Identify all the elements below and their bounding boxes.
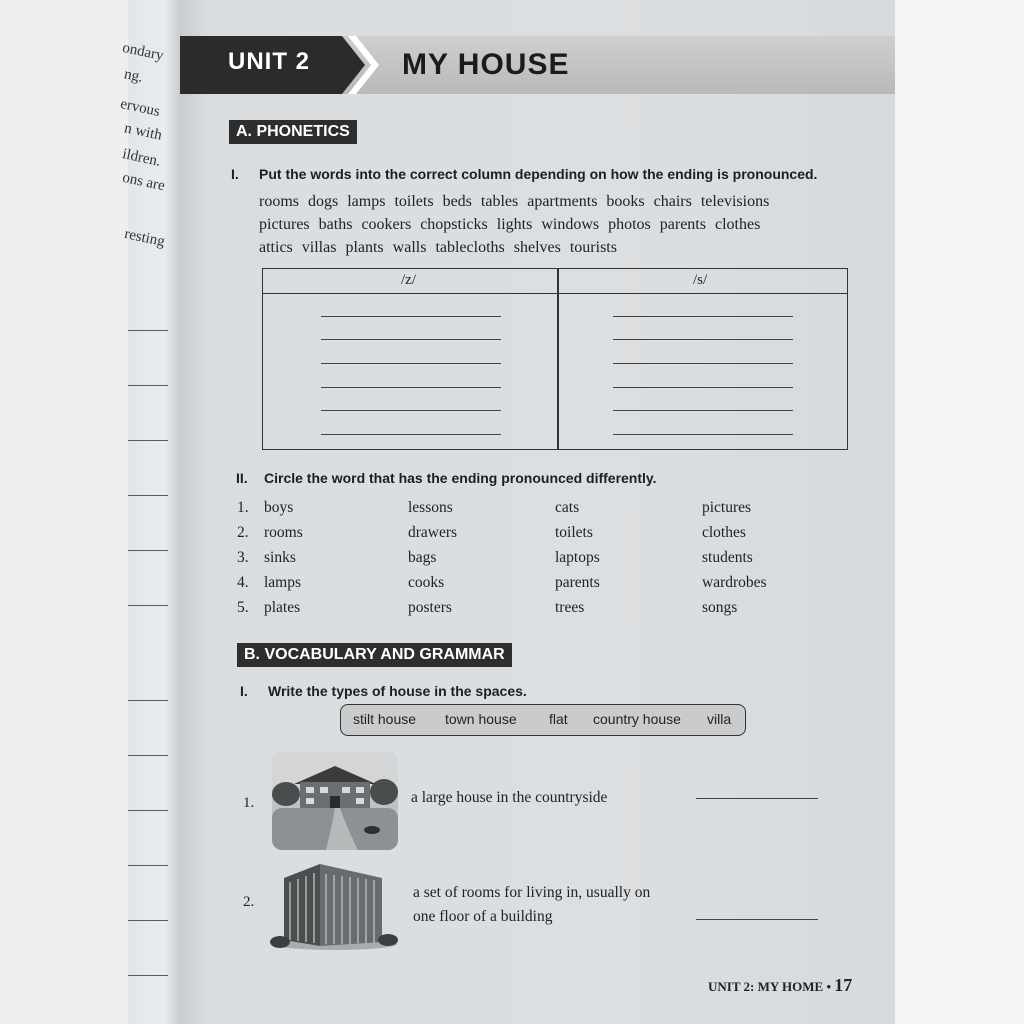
word: tables [480, 193, 519, 210]
previous-page-rule [128, 605, 168, 606]
previous-page-rule [128, 920, 168, 921]
item-number: 1. [243, 795, 255, 811]
answer-blank[interactable] [696, 798, 818, 799]
option-word[interactable]: pictures [702, 499, 752, 516]
word: attics [259, 239, 293, 256]
option-word[interactable]: lamps [264, 574, 302, 591]
word: photos [608, 216, 651, 233]
previous-page-text: ng. [122, 66, 145, 86]
answer-blank-s[interactable] [613, 316, 793, 317]
row-number: 3. [237, 549, 249, 566]
word: rooms [259, 193, 299, 210]
page-footer [708, 975, 852, 996]
previous-page-text: ons are [120, 169, 167, 195]
option-word[interactable]: trees [555, 599, 585, 616]
section-a-heading: A. PHONETICS [229, 120, 357, 144]
word-list-line [259, 239, 626, 257]
word-list-line [259, 216, 769, 234]
word: toilets [394, 193, 434, 210]
word-box-item: stilt house [353, 711, 417, 727]
word-box-item: country house [593, 711, 681, 727]
option-word[interactable]: clothes [702, 524, 746, 541]
option-word[interactable]: rooms [264, 524, 303, 541]
footer-bullet: • [826, 979, 832, 994]
answer-blank-z[interactable] [321, 387, 501, 388]
answer-blank-s[interactable] [613, 363, 793, 364]
option-word[interactable]: drawers [408, 524, 458, 541]
word: clothes [714, 216, 761, 233]
column-header-s: /s/ [693, 272, 708, 288]
word-box-item: flat [549, 711, 568, 727]
option-word[interactable]: parents [555, 574, 600, 591]
previous-page-rule [128, 385, 168, 386]
unit-title: MY HOUSE [402, 48, 570, 81]
option-word[interactable]: boys [264, 499, 294, 516]
previous-page-text: n with [122, 120, 164, 144]
answer-blank-s[interactable] [613, 434, 793, 435]
exercise-b1-instruction [240, 683, 527, 699]
answer-blank-z[interactable] [321, 434, 501, 435]
previous-page-text: resting [122, 225, 167, 251]
previous-page-rule [128, 810, 168, 811]
exercise-a2-instruction [236, 470, 657, 486]
word: chairs [653, 193, 692, 210]
row-number: 2. [237, 524, 249, 541]
item-number: 2. [243, 894, 255, 910]
word-box-item: town house [445, 711, 517, 727]
previous-page-rule [128, 440, 168, 441]
word: plants [345, 239, 384, 256]
option-word[interactable]: bags [408, 549, 437, 566]
option-word[interactable]: toilets [555, 524, 593, 541]
word: parents [659, 216, 706, 233]
page-number: 17 [834, 975, 853, 995]
option-word[interactable]: students [702, 549, 753, 566]
word: televisions [700, 193, 770, 210]
option-word[interactable]: lessons [408, 499, 453, 516]
instruction-text: Put the words into the correct column depending on how the ending is pronounced. [259, 166, 818, 182]
word-box [340, 704, 746, 736]
row-number: 1. [237, 499, 249, 516]
option-word[interactable]: sinks [264, 549, 296, 566]
country-house-image [272, 752, 398, 850]
word: villas [301, 239, 337, 256]
background-right [895, 0, 1024, 1024]
answer-blank-z[interactable] [321, 339, 501, 340]
option-word[interactable]: songs [702, 599, 738, 616]
exercise-number: II. [236, 470, 248, 486]
previous-page-edge [118, 0, 180, 1024]
option-word[interactable]: posters [408, 599, 452, 616]
column-divider [557, 269, 559, 449]
word: shelves [513, 239, 561, 256]
exercise-a1-instruction [231, 166, 817, 182]
option-word[interactable]: wardrobes [702, 574, 767, 591]
instruction-text: Circle the word that has the ending pronounced differently. [264, 470, 657, 486]
apartment-building-image [270, 860, 400, 952]
word: tourists [569, 239, 617, 256]
word: dogs [308, 193, 339, 210]
item-definition [413, 881, 650, 929]
option-word[interactable]: cats [555, 499, 580, 516]
word: books [606, 193, 645, 210]
word: tablecloths [435, 239, 505, 256]
section-b-heading: B. VOCABULARY AND GRAMMAR [237, 643, 512, 667]
definition-line: a large house in the countryside [411, 789, 608, 806]
previous-page-rule [128, 330, 168, 331]
word: cookers [361, 216, 412, 233]
previous-page-rule [128, 865, 168, 866]
exercise-number: I. [231, 166, 239, 182]
option-word[interactable]: cooks [408, 574, 445, 591]
answer-blank-s[interactable] [613, 410, 793, 411]
previous-page-rule [128, 755, 168, 756]
word-list-line [259, 193, 778, 211]
row-number: 5. [237, 599, 249, 616]
answer-blank-s[interactable] [613, 387, 793, 388]
word: lights [496, 216, 533, 233]
background-left [0, 0, 128, 1024]
word: lamps [347, 193, 386, 210]
previous-page-text: ildren. [120, 146, 163, 170]
word: beds [442, 193, 472, 210]
answer-blank-z[interactable] [321, 363, 501, 364]
answer-blank-s[interactable] [613, 339, 793, 340]
option-word[interactable]: plates [264, 599, 301, 616]
row-number: 4. [237, 574, 249, 591]
table-header [263, 269, 847, 294]
previous-page-text: ondary [120, 39, 165, 65]
sound-columns-table [262, 268, 848, 450]
definition-line: one floor of a building [413, 908, 553, 925]
previous-page-rule [128, 975, 168, 976]
footer-unit-text: UNIT 2: MY HOME [708, 979, 824, 994]
item-definition [411, 786, 607, 810]
unit-banner [180, 36, 895, 94]
definition-line: a set of rooms for living in, usually on [413, 884, 651, 901]
unit-number: UNIT 2 [228, 48, 311, 75]
previous-page-rule [128, 700, 168, 701]
word: chopsticks [420, 216, 488, 233]
answer-blank-z[interactable] [321, 410, 501, 411]
previous-page-rule [128, 550, 168, 551]
column-header-z: /z/ [401, 272, 416, 288]
word: baths [318, 216, 353, 233]
word: pictures [259, 216, 310, 233]
word-box-item: villa [707, 711, 732, 727]
instruction-text: Write the types of house in the spaces. [268, 683, 527, 699]
exercise-number: I. [240, 683, 248, 699]
word: windows [541, 216, 600, 233]
previous-page-text: ervous [118, 96, 162, 120]
answer-blank-z[interactable] [321, 316, 501, 317]
word: apartments [527, 193, 598, 210]
answer-blank[interactable] [696, 919, 818, 920]
previous-page-rule [128, 495, 168, 496]
word: walls [392, 239, 427, 256]
option-word[interactable]: laptops [555, 549, 600, 566]
